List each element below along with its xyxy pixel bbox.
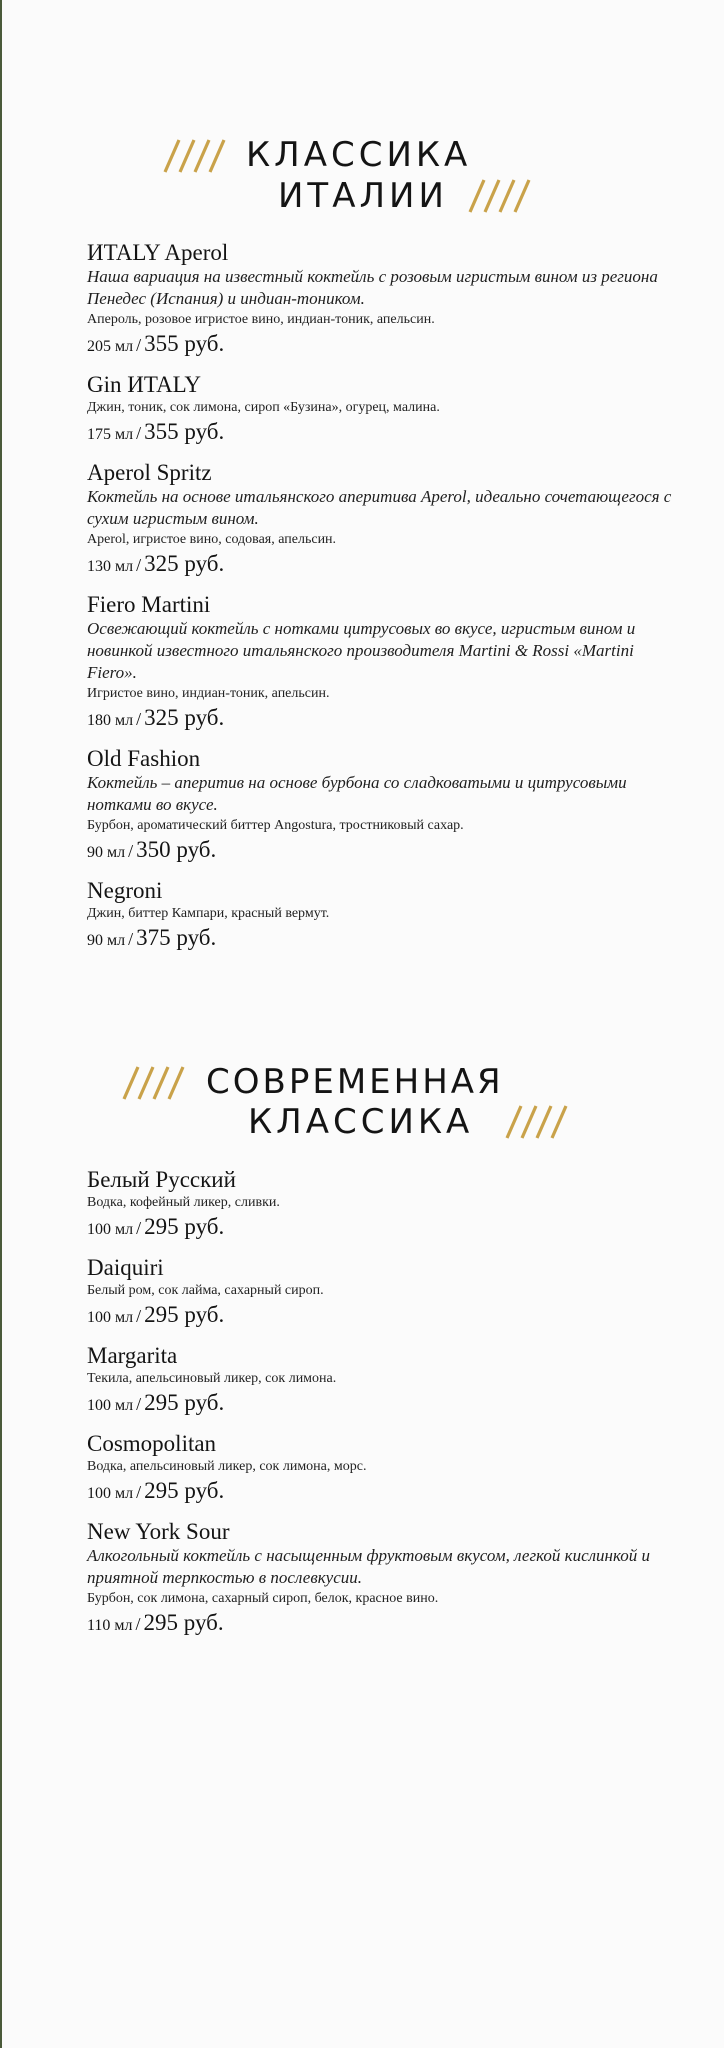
price-separator: / <box>136 1482 142 1502</box>
item-ingredients: Водка, апельсиновый ликер, сок лимона, морс. <box>87 1459 367 1474</box>
item-price-line <box>87 330 687 361</box>
price-separator: / <box>136 335 142 355</box>
item-volume: 130 мл <box>87 558 134 575</box>
item-price-line <box>87 1389 687 1420</box>
price-separator: / <box>136 555 142 575</box>
item-price-line <box>87 1609 687 1640</box>
item-price: 295 руб. <box>144 1390 225 1415</box>
gold-hatch-icon <box>505 1104 579 1140</box>
item-ingredients: Белый ром, сок лайма, сахарный сироп. <box>87 1283 324 1298</box>
section-title-classic-italy-line2: ИТАЛИИ <box>278 176 448 216</box>
item-volume: 100 мл <box>87 1221 134 1238</box>
item-ingredients: Текила, апельсиновый ликер, сок лимона. <box>87 1371 337 1386</box>
price-separator: / <box>136 1394 142 1414</box>
item-price: 355 руб. <box>144 331 225 356</box>
item-price: 295 руб. <box>144 1302 225 1327</box>
item-volume: 100 мл <box>87 1309 134 1326</box>
item-price: 355 руб. <box>144 419 225 444</box>
gold-hatch-icon <box>122 1065 196 1101</box>
gold-hatch-icon <box>163 138 237 174</box>
item-name: Aperol Spritz <box>87 460 212 485</box>
item-price: 350 руб. <box>136 837 217 862</box>
menu-item <box>87 877 687 955</box>
item-price: 295 руб. <box>144 1478 225 1503</box>
section-title-modern-classic-line2: КЛАССИКА <box>248 1102 474 1142</box>
item-volume: 90 мл <box>87 844 126 861</box>
menu-item <box>87 1166 687 1244</box>
item-name: Gin ИTALY <box>87 372 202 397</box>
item-description: Наша вариация на известный коктейль с розовым игристым вином из региона Пенедес (Испания) и индиан-тоником. <box>87 267 658 308</box>
item-price-line <box>87 1213 687 1244</box>
section-title-classic-italy-line1: КЛАССИКА <box>246 135 472 175</box>
item-description: Коктейль на основе итальянского аперитива Aperol, идеально сочетающегося с сухим игристым вином. <box>87 487 672 528</box>
item-name: Old Fashion <box>87 746 201 771</box>
item-volume: 180 мл <box>87 712 134 729</box>
price-separator: / <box>135 1614 141 1634</box>
item-ingredients: Джин, тоник, сок лимона, сироп «Бузина», огурец, малина. <box>87 400 440 415</box>
item-ingredients: Апероль, розовое игристое вино, индиан-тоник, апельсин. <box>87 312 435 327</box>
item-price: 375 руб. <box>136 925 217 950</box>
menu-item <box>87 1342 687 1420</box>
item-volume: 90 мл <box>87 932 126 949</box>
item-price-line <box>87 924 687 955</box>
item-description: Коктейль – аперитив на основе бурбона со сладковатыми и цитрусовыми нотками во вкусе. <box>87 773 627 814</box>
price-separator: / <box>136 1218 142 1238</box>
item-volume: 205 мл <box>87 338 134 355</box>
item-volume: 175 мл <box>87 426 134 443</box>
item-description: Освежающий коктейль с нотками цитрусовых во вкусе, игристым вином и новинкой известного итальянского производителя Martini & Rossi «Martini Fiero». <box>87 619 636 682</box>
item-volume: 100 мл <box>87 1397 134 1414</box>
item-name: Negroni <box>87 878 163 903</box>
page-edge-line <box>0 0 2 2048</box>
price-separator: / <box>128 929 134 949</box>
item-price-line <box>87 1301 687 1332</box>
item-description: Алкогольный коктейль с насыщенным фруктовым вкусом, легкой кислинкой и приятной терпкостью в послевкусии. <box>87 1546 651 1587</box>
item-ingredients: Джин, биттер Кампари, красный вермут. <box>87 906 330 921</box>
price-separator: / <box>128 841 134 861</box>
item-price: 295 руб. <box>144 1214 225 1239</box>
price-separator: / <box>136 423 142 443</box>
item-price-line <box>87 418 687 449</box>
item-price-line <box>87 836 687 867</box>
item-price-line <box>87 1477 687 1508</box>
menu-section-classic-italy <box>87 239 687 955</box>
item-name: Fiero Martini <box>87 592 211 617</box>
item-name: Margarita <box>87 1343 178 1368</box>
menu-item <box>87 591 687 735</box>
menu-item <box>87 1518 687 1640</box>
price-separator: / <box>136 1306 142 1326</box>
item-volume: 100 мл <box>87 1485 134 1502</box>
item-ingredients: Водка, кофейный ликер, сливки. <box>87 1195 280 1210</box>
item-ingredients: Игристое вино, индиан-тоник, апельсин. <box>87 686 330 701</box>
menu-item <box>87 745 687 867</box>
item-price: 295 руб. <box>143 1610 224 1635</box>
section-title-modern-classic-line1: СОВРЕМЕННАЯ <box>206 1062 504 1102</box>
item-name: Cosmopolitan <box>87 1431 217 1456</box>
item-price: 325 руб. <box>144 705 225 730</box>
item-name: Daiquiri <box>87 1255 164 1280</box>
menu-item <box>87 1254 687 1332</box>
item-ingredients: Бурбон, ароматический биттер Angostura, тростниковый сахар. <box>87 818 464 833</box>
item-price: 325 руб. <box>144 551 225 576</box>
item-name: Белый Русский <box>87 1167 236 1192</box>
item-price-line <box>87 704 687 735</box>
price-separator: / <box>136 709 142 729</box>
item-name: ИTALY Aperol <box>87 240 229 265</box>
menu-item <box>87 371 687 449</box>
item-name: New York Sour <box>87 1519 230 1544</box>
item-volume: 110 мл <box>87 1617 133 1634</box>
menu-item <box>87 459 687 581</box>
item-ingredients: Бурбон, сок лимона, сахарный сироп, белок, красное вино. <box>87 1591 439 1606</box>
menu-item <box>87 1430 687 1508</box>
item-ingredients: Aperol, игристое вино, содовая, апельсин. <box>87 532 337 547</box>
gold-hatch-icon <box>468 178 542 214</box>
menu-item <box>87 239 687 361</box>
item-price-line <box>87 550 687 581</box>
menu-section-modern-classic <box>87 1166 687 1640</box>
